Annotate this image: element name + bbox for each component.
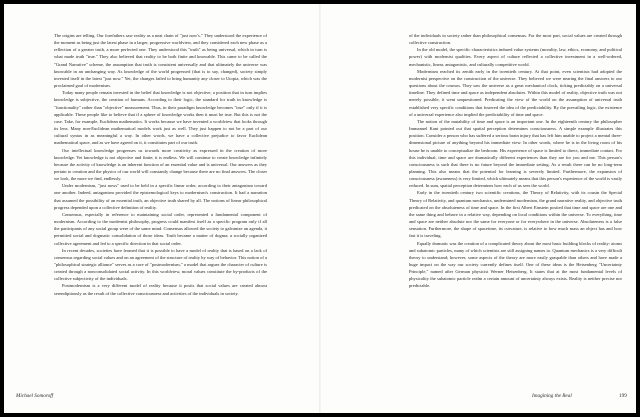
paragraph: Early in the twentieth century two scientific creations, the Theory of Relativity, with its cousin the Special Theory of Relativity, and quantum mechanics, undermined modernism, the grand narrative reality, and objective truth predicated on the absoluteness of time and space. In the first Albert Einstein posited that time and space are one and the same thing and behave in a relative way, depending on local conditions within the universe. To everything, time and space are neither absolute nor the same for everyone or for everywhere in the universe. Absoluteness is a false sensation. Furthermore, the shape of spacetime, its curvature, is relative to how much mass an object has and how fast it is traveling.: [409, 190, 622, 239]
paragraph: Under modernism, "just nows" used to be held in a specific linear order, according to their antagonism toward one another. Indeed, antagonism provided the epistemological keys to modernism's construction. It had a narration that assumed the possibility of an essential truth, an objective truth shared by all. The notions of linear philosophical progress depended upon a collective definition of reality.: [54, 183, 267, 210]
right-page-body: [409, 32, 622, 394]
paragraph: The origins are telling. Our forefathers saw reality as a neat chain of "just now's." They understood the experience of the moment as being just the latest phase in a larger, progressive worldview, and they considered each new phase as a reflection of a greater truth, a more perfected one. They understood this "truth" as being universal, which in turn is what made truth "true." They also believed that reality to be both finite and knowable. This came to be called the "Grand Narrative" scheme, the assumption that truth is consistent universally and that ultimately the universe was knowable in an unchanging way. As knowledge of the world progressed (that is to say, changed), society simply invested itself in the latest "just now." Yet, the changes failed to bring humanity any closer to Utopia, which was the proclaimed goal of modernism.: [54, 33, 267, 89]
page-number: 199: [619, 393, 627, 399]
right-page: [320, 4, 636, 413]
paragraph: In recent decades, societies have learned that it is possible to have a model of reality that is based on a lack of consensus regarding social values and on an agreement of the structure of reality by way of behavior. This notion of a "philosophical strategic alliance" serves as a core of "postmodernism," a model that argues the character of culture is created through a nonconsolidated social activity. In this worldview, moral values constitute the by-products of the collective subjectivity of the individuals.: [54, 247, 267, 282]
running-title-footer: Imagining the Real: [532, 393, 572, 399]
paragraph: Consensus, especially in reference to maintaining social order, represented a fundamental component of modernism. According to the modernist philosophy, progress could manifest itself as a specific program only if all the participants of any social group were of the same mind. Consensus allowed the society to galvanize an agenda, it permitted social and dogmatic consolidation of those ideas. Truth became a matter of dogma; a socially organized collective agreement and led to a specific direction in that social order.: [54, 211, 267, 246]
paragraph: In the old model, the specific characteristics imbued value systems (morality, law, ethics, economy, and political power) with modernist qualities. Every aspect of culture reflected a collective investment in a well-ordered, mechanistic, linear, antagonistic, and culturally competitive world.: [409, 47, 622, 67]
paragraph: Modernism reached its zenith early in the twentieth century. At that point, even scientists had adopted the modernist perspective on the construction of the universe. They believed we were nearing the final answers to our questions about the cosmos. They saw the universe as a great mechanical clock, ticking predictably on a universal timeline. They defined time and space as independent absolutes. Within this model of reality, objective truth was not merely possible, it went unquestioned. Predicating the view of the world on the assumption of universal truth established very specific conditions that fostered the idea of the predictability. By the prevailing logic, the existence of a universal experience also implied the predictability of time and space.: [409, 68, 622, 117]
paragraph: Equally dramatic was the creation of a complicated theory about the most basic building blocks of reality: atoms and subatomic particles, many of which scientists are still assigning names to. Quantum mechanics is a very difficult theory to understand; however, some aspects of the theory are more easily graspable than others and have made a huge impact on the way our society currently defines itself. One of these ideas is the Heisenberg "Uncertainty Principle," named after German physicist Werner Heisenberg. It states that at the most fundamental levels of physicality the subatomic particle realm a certain amount of uncertainty always exists. Reality is neither precise nor predictable.: [409, 240, 622, 289]
paragraph: Postmodernism is a very different model of reality because it posits that social values are created almost serendipitously as the result of the collective consciousness and activities of the individuals in society.: [54, 283, 267, 296]
author-footer: Michael Somoroff: [16, 393, 54, 399]
paragraph: Today many people remain invested in the belief that knowledge is not objective, a position that in turn implies knowledge is subjective, the creation of humans. According to their logic, the standard for truth in knowledge is "functionality" rather than "objective" measurement. Thus, in their paradigm knowledge becomes "true" only if it is applicable. These people like to believe that if a sphere of knowledge works then it must be true. But this is not the case. Take, for example, Euclidean mathematics. It works because we have invented a worldview that looks through its lens. Many non-Euclidean mathematical models work just as well. They just happen to not be a part of our cultural syntax in as meaningful a way. In other words, we have a collective prejudice to favor Euclidean mathematical space, and as we have agreed on it, it constitutes part of our truth.: [54, 90, 267, 146]
left-page: [4, 4, 320, 413]
paragraph: of the individuals in society rather than philosophical consensus. For the most part, social values are created through collective construction.: [409, 33, 622, 46]
book-spread: [4, 4, 636, 413]
paragraph: Our intellectual knowledge progresses us towards more creativity as expressed in the creation of more knowledge. Yet knowledge is not objective and finite; it is endless. We will continue to create knowledge infinitely because the activity of knowledge is an inherent function of an essential value and is universal. Our answers as they pertain to creation and the physics of our world will constantly change because there are no final answers. The closer we look, the more we find, endlessly.: [54, 147, 267, 182]
left-page-body: [54, 32, 267, 394]
paragraph: The notion of the mutability of time and space is an important one. In the eighteenth century the philosopher Immanuel Kant pointed out that spatial perception determines consciousness. A simple example illustrates this position. Consider a person who has suffered a serious brain injury that has left him unable to project a mental three-dimensional picture of anything beyond his immediate view. In other words, where he is in the living room of his house he is unable to conceptualize the bedroom. His experience of space is limited to direct, immediate contact. For this individual, time and space are dramatically different experiences than they are for you and me. This person's consciousness is such that there is no future beyond the immediate setting. As a result there can be no long-term planning. This also means that the potential for learning is severely limited. Furthermore, the expansion of consciousness (awareness) is very limited, which ultimately means that this person's experience of the world is vastly reduced. In sum, spatial perception determines how each of us sees the world.: [409, 118, 622, 189]
